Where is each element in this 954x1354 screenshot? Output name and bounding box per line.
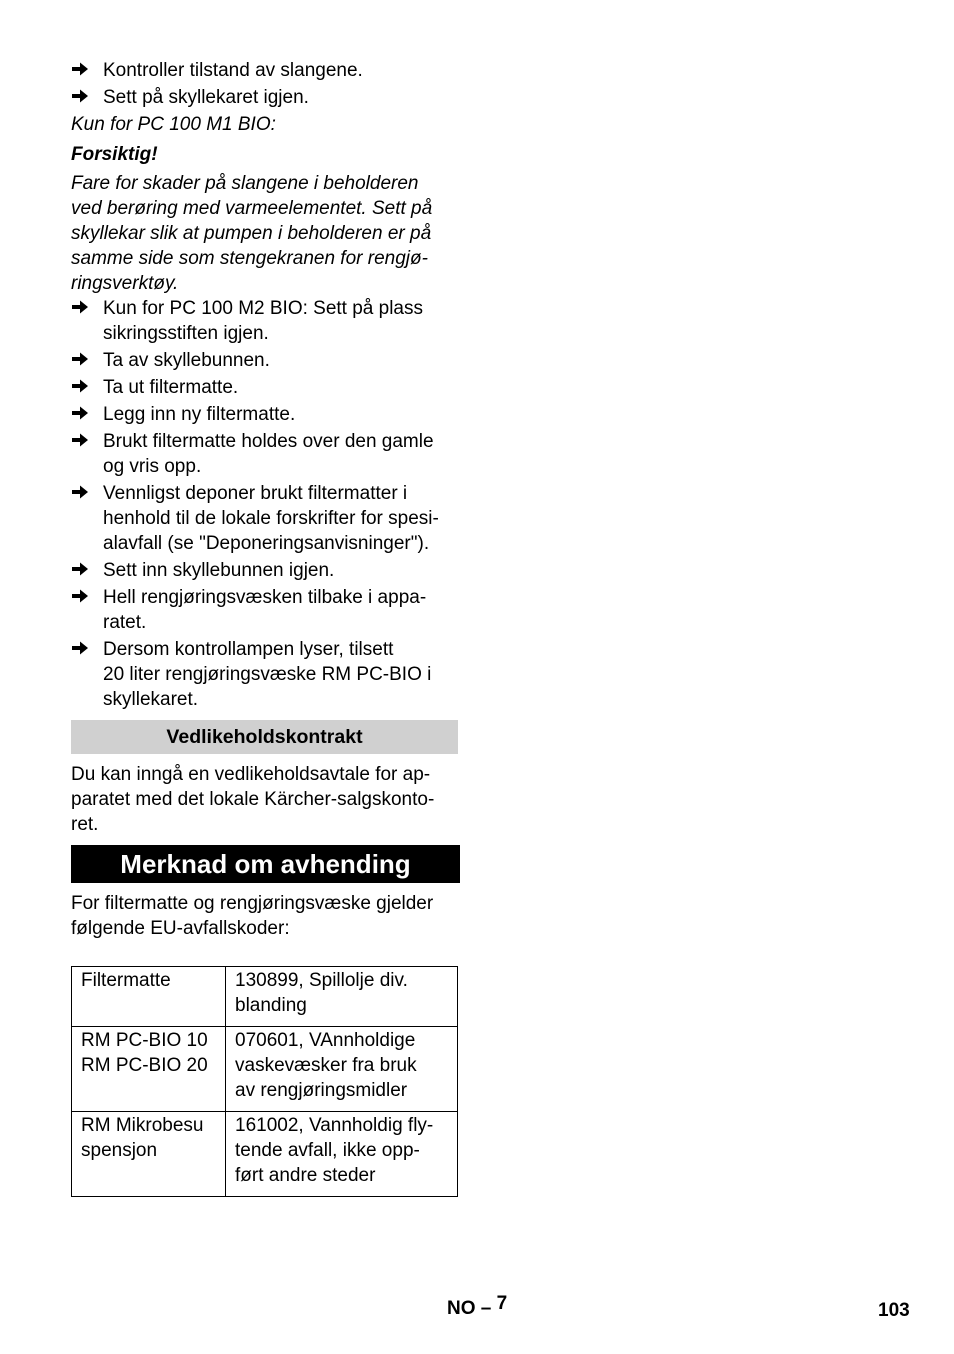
text-line: Du kan inngå en vedlikeholdsavtale for ap-: [71, 764, 431, 785]
text-line: blanding: [235, 995, 307, 1016]
text-line: følgende EU-avfallskoder:: [71, 918, 290, 939]
text-line: henhold til de lokale forskrifter for spesi-: [103, 508, 439, 529]
text-line: spensjon: [81, 1140, 158, 1161]
page-number: 103: [878, 1300, 910, 1321]
table-cell-code: [226, 1027, 458, 1112]
list-item-text: [103, 558, 460, 583]
arrow-right-icon: [71, 375, 103, 400]
table-row: [72, 1027, 458, 1112]
text-line: ført andre steder: [235, 1165, 376, 1186]
text-line: skyllekaret.: [103, 689, 199, 710]
instruction-list-top: [71, 58, 460, 110]
text-line: alavfall (se "Deponeringsanvisninger").: [103, 533, 430, 554]
text-line: Ta ut filtermatte.: [103, 377, 239, 398]
list-item: [71, 481, 460, 556]
text-line: 161002, Vannholdig fly-: [235, 1115, 434, 1136]
text-line: Ta av skyllebunnen.: [103, 350, 270, 371]
model-note: Kun for PC 100 M1 BIO:: [71, 114, 276, 135]
list-item-text: [103, 348, 460, 373]
table-cell-code: [226, 1112, 458, 1197]
text-line: paratet med det lokale Kärcher-salgskonto-: [71, 789, 435, 810]
list-item-text: Sett på skyllekaret igjen.: [103, 87, 309, 108]
arrow-right-icon: [71, 481, 103, 556]
list-item: [71, 585, 460, 635]
list-item-text: [103, 585, 460, 635]
text-line: tende avfall, ikke opp-: [235, 1140, 420, 1161]
text-line: av rengjøringsmidler: [235, 1080, 408, 1101]
list-item-text: [103, 296, 460, 346]
caution-title: Forsiktig!: [71, 144, 158, 165]
text-line: Vennligst deponer brukt filtermatter i: [103, 483, 408, 504]
list-item: [71, 402, 460, 427]
main-column: [71, 58, 460, 1197]
text-line: RM Mikrobesu: [81, 1115, 204, 1136]
text-line: ved berøring med varmeelementet. Sett på: [71, 198, 433, 219]
text-line: Dersom kontrollampen lyser, tilsett: [103, 639, 394, 660]
list-item-text: [103, 429, 460, 479]
instruction-list: [71, 296, 460, 712]
arrow-right-icon: [71, 558, 103, 583]
text-line: Brukt filtermatte holdes over den gamle: [103, 431, 434, 452]
list-item: [71, 85, 460, 110]
list-item-text: [103, 375, 460, 400]
footer-dash: –: [480, 1298, 492, 1319]
section-heading-disposal: Merknad om avhending: [71, 845, 460, 883]
text-line: For filtermatte og rengjøringsvæske gjelder: [71, 893, 434, 914]
text-line: Hell rengjøringsvæsken tilbake i appa-: [103, 587, 427, 608]
text-line: Fare for skader på slangene i beholderen: [71, 173, 419, 194]
text-line: RM PC-BIO 10: [81, 1030, 208, 1051]
table-cell-product: [72, 1027, 226, 1112]
arrow-right-icon: [71, 58, 103, 83]
text-line: Filtermatte: [81, 970, 171, 991]
list-item: [71, 296, 460, 346]
arrow-right-icon: [71, 296, 103, 346]
text-line: 130899, Spillolje div.: [235, 970, 408, 991]
list-item: [71, 637, 460, 712]
disposal-text: [71, 891, 460, 941]
text-line: og vris opp.: [103, 456, 202, 477]
waste-code-table: [71, 966, 458, 1197]
arrow-right-icon: [71, 85, 103, 110]
list-item: [71, 375, 460, 400]
text-line: Sett inn skyllebunnen igjen.: [103, 560, 335, 581]
text-line: Legg inn ny filtermatte.: [103, 404, 296, 425]
footer-section-label: [447, 1293, 508, 1320]
arrow-right-icon: [71, 429, 103, 479]
section-heading-maintenance: Vedlikeholdskontrakt: [71, 720, 458, 754]
text-line: RM PC-BIO 20: [81, 1055, 208, 1076]
table-cell-code: [226, 967, 458, 1027]
list-item-text: [103, 402, 460, 427]
text-line: ret.: [71, 814, 99, 835]
arrow-right-icon: [71, 402, 103, 427]
text-line: ringsverktøy.: [71, 273, 179, 294]
text-line: vaskevæsker fra bruk: [235, 1055, 417, 1076]
footer-lang: NO: [447, 1298, 476, 1319]
list-item: [71, 429, 460, 479]
list-item-text: [103, 637, 460, 712]
table-cell-product: [72, 1112, 226, 1197]
list-item: [71, 58, 460, 83]
arrow-right-icon: [71, 585, 103, 635]
text-line: skyllekar slik at pumpen i beholderen er på: [71, 223, 432, 244]
maintenance-text: [71, 762, 460, 837]
caution-text: [71, 171, 460, 296]
table-cell-product: [72, 967, 226, 1027]
list-item-text: Kontroller tilstand av slangene.: [103, 60, 363, 81]
text-line: sikringsstiften igjen.: [103, 323, 269, 344]
footer-section-page: 7: [496, 1293, 508, 1314]
table-row: [72, 1112, 458, 1197]
arrow-right-icon: [71, 348, 103, 373]
text-line: 070601, VAnnholdige: [235, 1030, 416, 1051]
list-item-text: [103, 481, 460, 556]
text-line: ratet.: [103, 612, 147, 633]
text-line: Kun for PC 100 M2 BIO: Sett på plass: [103, 298, 423, 319]
text-line: samme side som stengekranen for rengjø-: [71, 248, 428, 269]
arrow-right-icon: [71, 637, 103, 712]
text-line: 20 liter rengjøringsvæske RM PC-BIO i: [103, 664, 432, 685]
list-item: [71, 348, 460, 373]
table-row: [72, 967, 458, 1027]
list-item: [71, 558, 460, 583]
